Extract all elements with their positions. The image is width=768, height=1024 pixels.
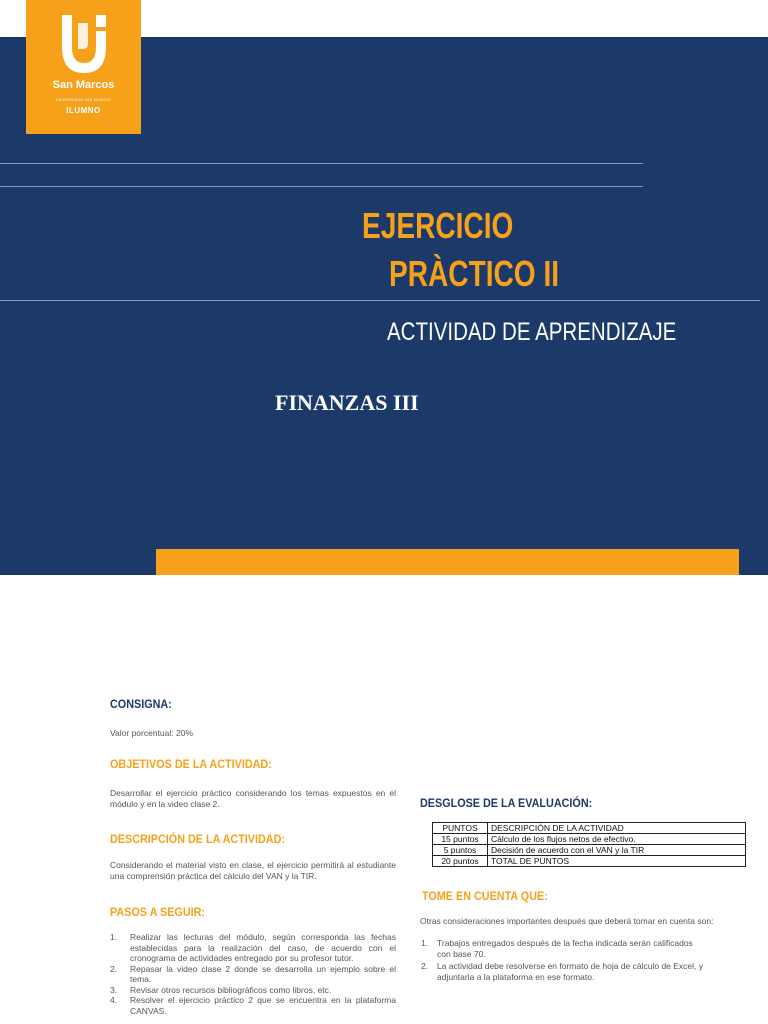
logo-brand: ILUMNO (66, 106, 101, 115)
step-text: Repasar la video clase 2 donde se desarrolla un ejemplo sobre el tema. (130, 963, 396, 984)
logo-subtitle: UNIVERSIDAD SAN MARCOS (55, 98, 112, 102)
step-text: Realizar las lecturas del módulo, según corresponda las fechas establecidas para la realización del caso, de acuerdo con el cronograma de actividades entregado por su profesor tutor. (130, 932, 396, 963)
document-title-line-2: PRÀCTICO II (389, 253, 560, 294)
table-cell: TOTAL DE PUNTOS (488, 856, 746, 867)
list-item: 2. Repasar la video clase 2 donde se desarrolla un ejemplo sobre el tema. (110, 963, 396, 984)
table-row (433, 845, 746, 856)
step-text: Resolver el ejercicio práctico 2 que se encuentra en la plataforma CANVAS. (130, 995, 396, 1016)
tome-heading: TOME EN CUENTA QUE: (422, 889, 548, 903)
steps-list (110, 932, 396, 1016)
table-row (433, 834, 746, 845)
notes-list (415, 938, 705, 984)
note-text: Trabajos entregados después de la fecha indicada serán calificados con base 70. (437, 938, 693, 959)
table-row (433, 856, 746, 867)
table-cell: Decisión de acuerdo con el VAN y la TIR (488, 845, 746, 856)
course-name: FINANZAS III (275, 390, 419, 415)
consigna-label: Valor porcentual: (110, 728, 176, 738)
list-item: 1. Trabajos entregados después de la fecha indicada serán calificados con base 70. (421, 938, 693, 959)
document-subtitle: ACTIVIDAD DE APRENDIZAJE (387, 318, 677, 346)
descripcion-heading: DESCRIPCIÓN DE LA ACTIVIDAD: (110, 832, 286, 846)
table-cell: 20 puntos (433, 856, 488, 867)
evaluation-table (432, 822, 746, 867)
university-logo (26, 0, 141, 134)
consigna-value (110, 728, 310, 739)
tome-intro: Otras consideraciones importantes después que deberá tomar en cuenta son: (420, 916, 714, 926)
list-item: 4. Resolver el ejercicio práctico 2 que se encuentra en la plataforma CANVAS. (110, 995, 396, 1016)
divider-line (0, 186, 643, 187)
table-cell: Cálculo de los flujos netos de efectivo. (488, 834, 746, 845)
note-text: La actividad debe resolverse en formato de hoja de cálculo de Excel, y adjuntarla a la plataforma en ese formato. (437, 961, 704, 982)
pasos-heading: PASOS A SEGUIR: (110, 905, 206, 919)
accent-bar (156, 549, 739, 575)
list-item: 2. La actividad debe resolverse en formato de hoja de cálculo de Excel, y adjuntarla a la plataforma en ese formato. (421, 961, 704, 982)
document-title-line-1: EJERCICIO (362, 205, 514, 246)
table-header-cell: PUNTOS (433, 823, 488, 834)
divider-line (0, 163, 643, 164)
table-cell: 15 puntos (433, 834, 488, 845)
step-text: Revisar otros recursos bibliográficos como libros, etc. (130, 984, 332, 995)
descripcion-text: Considerando el material visto en clase, el ejercicio permitirá al estudiante una comprensión práctica del cálculo del VAN y la TIR. (110, 860, 396, 881)
logo-name: San Marcos (52, 79, 115, 91)
objetivos-text: Desarrollar el ejercicio práctico considerando los temas expuestos en el módulo y en la video clase 2. (110, 788, 396, 809)
desglose-heading: DESGLOSE DE LA EVALUACIÓN: (420, 796, 593, 810)
consigna-percent: 20% (176, 728, 194, 738)
logo-u-icon (56, 13, 112, 75)
list-item: 1. Realizar las lecturas del módulo, según corresponda las fechas establecidas para la realización del caso, de acuerdo con el cronograma de actividades entregado por su profesor tutor. (110, 932, 396, 963)
consigna-heading: CONSIGNA: (110, 697, 172, 711)
divider-line (0, 300, 760, 301)
table-header-cell: DESCRIPCIÓN DE LA ACTIVIDAD (488, 823, 746, 834)
table-header-row (433, 823, 746, 834)
objetivos-heading: OBJETIVOS DE LA ACTIVIDAD: (110, 757, 272, 771)
list-item: 3. Revisar otros recursos bibliográficos como libros, etc. (110, 984, 332, 995)
table-cell: 5 puntos (433, 845, 488, 856)
